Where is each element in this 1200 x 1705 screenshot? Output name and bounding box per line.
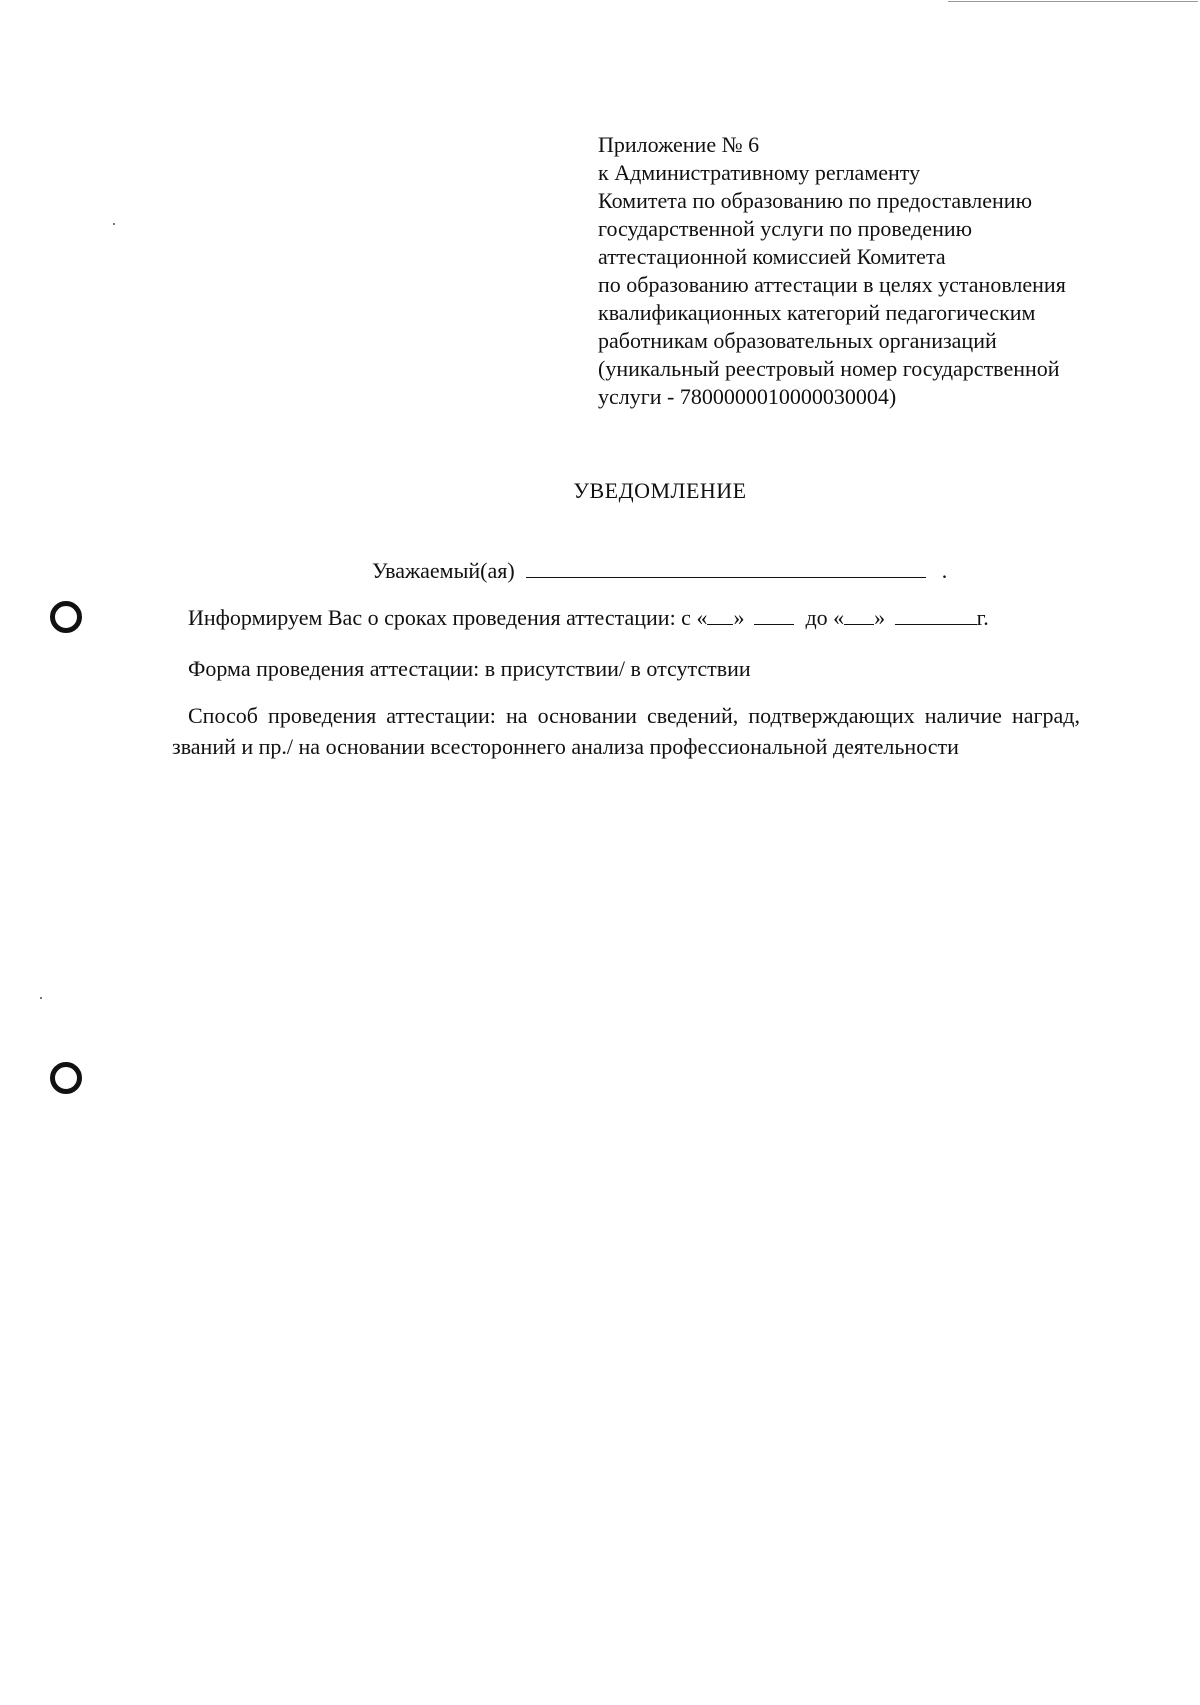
- binder-hole-icon: [50, 1062, 82, 1094]
- appendix-line: к Административному регламенту: [598, 160, 921, 185]
- start-month-blank: [754, 606, 794, 625]
- appendix-line: Приложение № 6: [598, 132, 760, 157]
- start-day-blank: [707, 606, 733, 625]
- salutation-line: [372, 558, 947, 584]
- scan-artifact-dot: [40, 997, 42, 999]
- dates-paragraph: [188, 605, 989, 631]
- method-paragraph: Способ проведения аттестации: на основании сведений, подтверждающих наличие наград, званий и пр./ на основании всестороннего анализа профессиональной деятельности: [172, 703, 1080, 759]
- scan-artifact-line: [948, 1, 1198, 2]
- dates-label: Информируем Вас о сроках проведения аттестации: с «: [188, 605, 708, 630]
- appendix-line: по образованию аттестации в целях установления: [598, 272, 1066, 297]
- scan-artifact-dot: [113, 223, 115, 225]
- appendix-block: [598, 131, 1118, 411]
- appendix-line: Комитета по образованию по предоставлению: [598, 188, 1033, 213]
- salutation-label: Уважаемый(ая): [372, 558, 515, 583]
- dates-to-label: до «: [805, 605, 845, 630]
- form-paragraph: Форма проведения аттестации: в присутствии/ в отсутствии: [188, 656, 751, 681]
- appendix-line: аттестационной комиссией Комитета: [598, 244, 946, 269]
- binder-hole-icon: [50, 601, 82, 633]
- appendix-line: работникам образовательных организаций: [598, 328, 997, 353]
- appendix-line: услуги - 7800000010000030004): [598, 384, 897, 409]
- year-suffix: г.: [976, 605, 989, 630]
- end-day-blank: [844, 606, 874, 625]
- end-month-year-blank: [895, 606, 977, 625]
- appendix-line: (уникальный реестровый номер государственной: [598, 356, 1060, 381]
- salutation-end: .: [941, 558, 948, 583]
- recipient-name-blank: [526, 559, 926, 578]
- dates-close-quote: »: [733, 605, 745, 630]
- notice-title: УВЕДОМЛЕНИЕ: [573, 478, 747, 503]
- appendix-line: государственной услуги по проведению: [598, 216, 973, 241]
- dates-close-quote: »: [874, 605, 886, 630]
- appendix-line: квалификационных категорий педагогическим: [598, 300, 1036, 325]
